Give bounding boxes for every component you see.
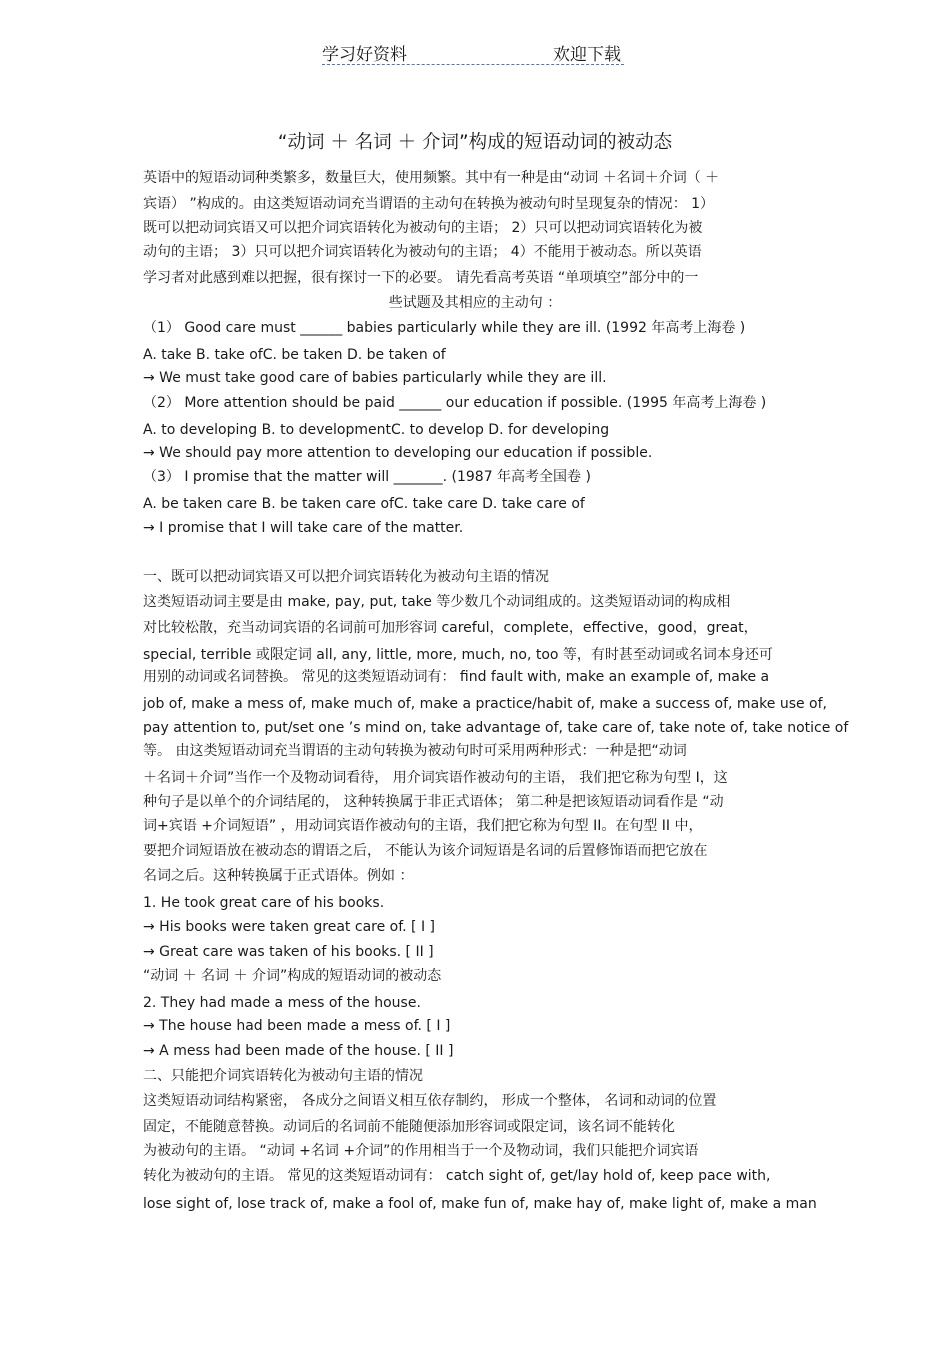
example-1: 1. He took great care of his books.: [143, 895, 385, 911]
body-line: 对比较松散，充当动词宾语的名词前可加形容词 careful，complete，effective，good，great，: [143, 620, 758, 636]
question-3: （3） I promise that the matter will _______. (1987 年高考全国卷 ): [143, 469, 591, 485]
body-line: 种句子是以单个的介词结尾的， 这种转换属于非正式语体； 第二种是把该短语动词看作是 “动: [143, 794, 724, 810]
header-right-text: 欢迎下载: [553, 45, 621, 65]
body-line: ＋名词＋介词”当作一个及物动词看待， 用介词宾语作被动句的主语， 我们把它称为句型 I，这: [143, 770, 728, 786]
question-1: （1） Good care must ______ babies particularly while they are ill. (1992 年高考上海卷 ): [143, 320, 746, 336]
body-line: 词+宾语 +介词短语” ，用动词宾语作被动句的主语，我们把它称为句型 II。在句型 II 中，: [143, 818, 703, 834]
example-1-passive-i: → His books were taken great care of. [ I ]: [143, 919, 435, 935]
header-left-text: 学习好资料: [322, 45, 407, 65]
answer-1: → We must take good care of babies particularly while they are ill.: [143, 370, 607, 386]
section-heading-2: 二、只能把介词宾语转化为被动句主语的情况: [143, 1068, 423, 1084]
body-line: 这类短语动词结构紧密， 各成分之间语义相互依存制约， 形成一个整体， 名词和动词的位置: [143, 1093, 717, 1109]
question-2: （2） More attention should be paid ______ our education if possible. (1995 年高考上海卷 ): [143, 395, 767, 411]
example-2-passive-ii: → A mess had been made of the house. [ II ]: [143, 1043, 454, 1059]
body-line: 为被动句的主语。 “动词 +名词 +介词”的作用相当于一个及物动词，我们只能把介词宾语: [143, 1143, 699, 1159]
repeated-title-line: “动词 ＋ 名词 ＋ 介词”构成的短语动词的被动态: [143, 968, 442, 984]
body-line: pay attention to, put/set one ’s mind on, take advantage of, take care of, take note of, take notice of: [143, 720, 849, 736]
page-header: [0, 40, 950, 66]
body-line: 转化为被动句的主语。 常见的这类短语动词有： catch sight of, get/lay hold of, keep pace with,: [143, 1168, 771, 1184]
body-line: 既可以把动词宾语又可以把介词宾语转化为被动句的主语； 2）只可以把动词宾语转化为被: [143, 220, 703, 236]
body-line: 英语中的短语动词种类繁多，数量巨大，使用频繁。其中有一种是由“动词 ＋名词＋介词（ ＋: [143, 170, 720, 186]
body-line: special, terrible 或限定词 all, any, little, more, much, no, too 等，有时甚至动词或名词本身还可: [143, 647, 773, 663]
body-line: 固定，不能随意替换。动词后的名词前不能随便添加形容词或限定词，该名词不能转化: [143, 1119, 675, 1135]
body-line: 学习者对此感到难以把握，很有探讨一下的必要。 请先看高考英语 “单项填空”部分中的一: [143, 270, 699, 286]
options-2: A. to developing B. to developmentC. to develop D. for developing: [143, 422, 610, 438]
options-3: A. be taken care B. be taken care ofC. take care D. take care of: [143, 496, 585, 512]
body-line: lose sight of, lose track of, make a fool of, make fun of, make hay of, make light of, make a man: [143, 1196, 817, 1212]
example-1-passive-ii: → Great care was taken of his books. [ II ]: [143, 944, 434, 960]
body-line: 用别的动词或名词替换。 常见的这类短语动词有： find fault with, make an example of, make a: [143, 669, 770, 685]
body-line-centered: 些试题及其相应的主动句 ：: [388, 295, 562, 311]
example-2: 2. They had made a mess of the house.: [143, 995, 421, 1011]
body-line: 等。 由这类短语动词充当谓语的主动句转换为被动句时可采用两种形式：一种是把“动词: [143, 743, 687, 759]
page-title: “动词 ＋ 名词 ＋ 介词”构成的短语动词的被动态: [277, 132, 673, 153]
answer-2: → We should pay more attention to developing our education if possible.: [143, 445, 653, 461]
section-heading-1: 一、既可以把动词宾语又可以把介词宾语转化为被动句主语的情况: [143, 569, 549, 585]
body-line: job of, make a mess of, make much of, make a practice/habit of, make a success of, make use of,: [143, 696, 827, 712]
body-line: 宾语） ”构成的。由这类短语动词充当谓语的主动句在转换为被动句时呈现复杂的情况： 1）: [143, 196, 715, 212]
body-line: 要把介词短语放在被动态的谓语之后， 不能认为该介词短语是名词的后置修饰语而把它放在: [143, 843, 708, 859]
options-1: A. take B. take ofC. be taken D. be taken of: [143, 347, 446, 363]
body-line: 动句的主语； 3）只可以把介词宾语转化为被动句的主语； 4）不能用于被动态。所以英语: [143, 244, 702, 260]
example-2-passive-i: → The house had been made a mess of. [ I ]: [143, 1018, 451, 1034]
header-dashed-rule: [322, 64, 624, 65]
body-line: 名词之后。这种转换属于正式语体。例如 ：: [143, 868, 414, 884]
body-line: 这类短语动词主要是由 make, pay, put, take 等少数几个动词组成的。这类短语动词的构成相: [143, 594, 731, 610]
answer-3: → I promise that I will take care of the matter.: [143, 520, 464, 536]
